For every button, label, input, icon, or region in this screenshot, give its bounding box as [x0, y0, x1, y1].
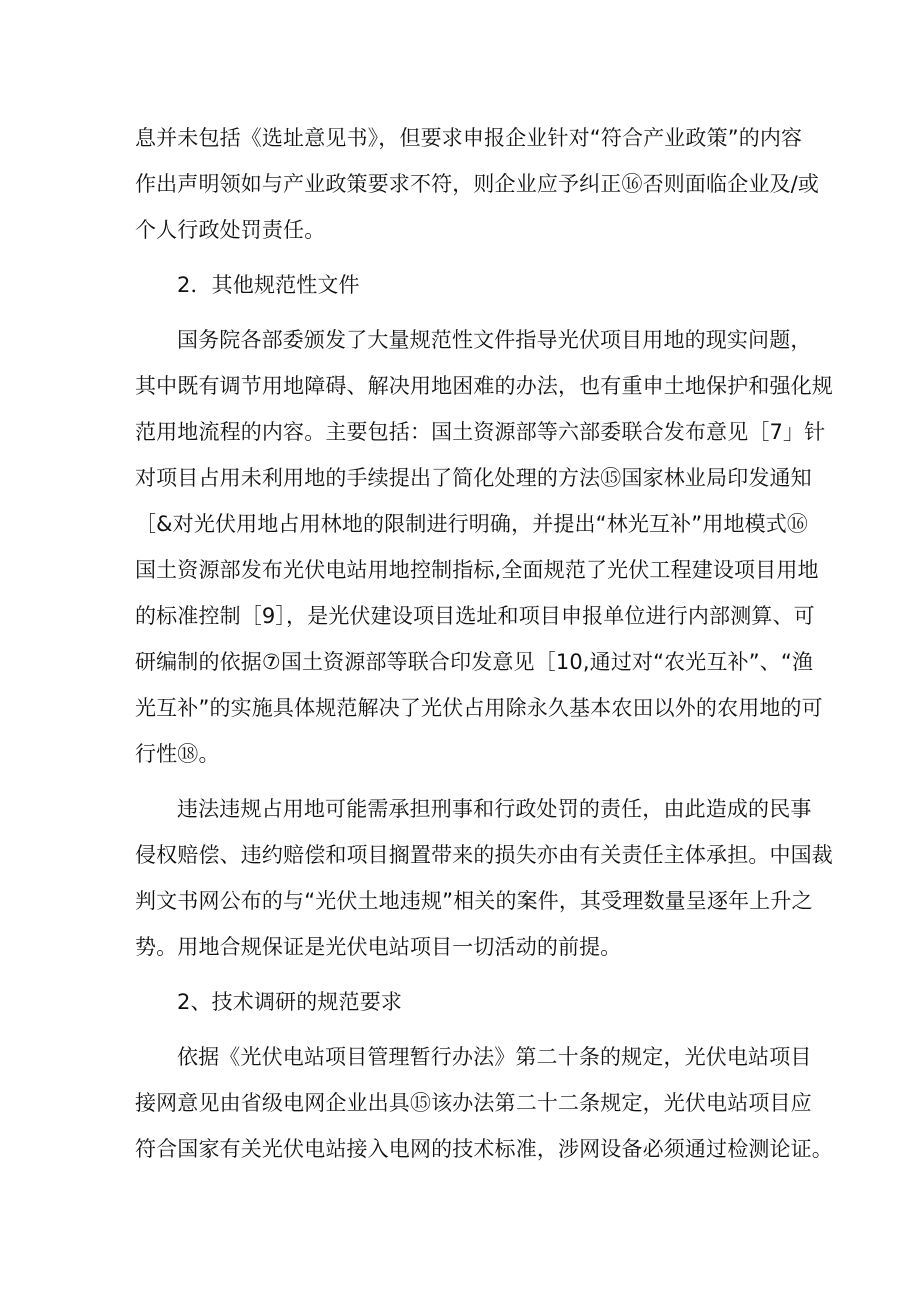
paragraph-line: 研编制的依据⑦国土资源部等联合印发意见［10,通过对“农光互补”、“渔	[135, 650, 814, 674]
document-body	[135, 115, 833, 1172]
paragraph-line: 范用地流程的内容。主要包括：国土资源部等六部委联合发布意见［7」针	[135, 420, 826, 444]
paragraph-line: 对项目占用未利用地的手续提出了简化处理的方法⑮国家林业局印发通知	[135, 466, 812, 490]
paragraph-line: 势。用地合规保证是光伏电站项目一切活动的前提。	[135, 935, 622, 959]
paragraph-line: 其中既有调节用地障碍、解决用地困难的办法，也有重申土地保护和强化规	[135, 374, 833, 398]
paragraph-line: 国土资源部发布光伏电站用地控制指标,全面规范了光伏工程建设项目用地	[135, 558, 819, 582]
paragraph-line: 接网意见由省级电网企业出具⑮该办法第二十二条规定，光伏电站项目应	[135, 1091, 812, 1115]
paragraph-line: 行性⑱。	[135, 742, 220, 766]
section-heading: 2．其他规范性文件	[177, 273, 360, 297]
section-heading: 2、技术调研的规范要求	[177, 990, 403, 1014]
paragraph-line: 依据《光伏电站项目管理暂行办法》第二十条的规定，光伏电站项目	[177, 1045, 812, 1069]
paragraph-line: 的标准控制［9］，是光伏建设项目选址和项目申报单位进行内部测算、可	[135, 604, 815, 628]
paragraph-line: 息并未包括《选址意见书》，但要求申报企业针对“符合产业政策”的内容	[135, 126, 803, 150]
paragraph-line: 作出声明领如与产业政策要求不符，则企业应予纠正⑯否则面临企业及/或	[135, 172, 820, 196]
paragraph-line: ［&对光伏用地占用林地的限制进行明确，并提出“林光互补”用地模式⑯	[135, 512, 809, 536]
paragraph-line: 符合国家有关光伏电站接入电网的技术标准，涉网设备必须通过检测论证。	[135, 1137, 833, 1161]
paragraph-line: 国务院各部委颁发了大量规范性文件指导光伏项目用地的现实问题，	[177, 328, 812, 352]
paragraph-line: 违法违规占用地可能需承担刑事和行政处罚的责任，由此造成的民事	[177, 797, 812, 821]
paragraph-line: 个人行政处罚责任。	[135, 218, 326, 242]
paragraph-line: 侵权赔偿、违约赔偿和项目搁置带来的损失亦由有关责任主体承担。中国裁	[135, 843, 833, 867]
paragraph-line: 判文书网公布的与“光伏土地违规”相关的案件，其受理数量呈逐年上升之	[135, 889, 813, 913]
paragraph-line: 光互补”的实施具体规范解决了光伏占用除永久基本农田以外的农用地的可	[135, 696, 823, 720]
